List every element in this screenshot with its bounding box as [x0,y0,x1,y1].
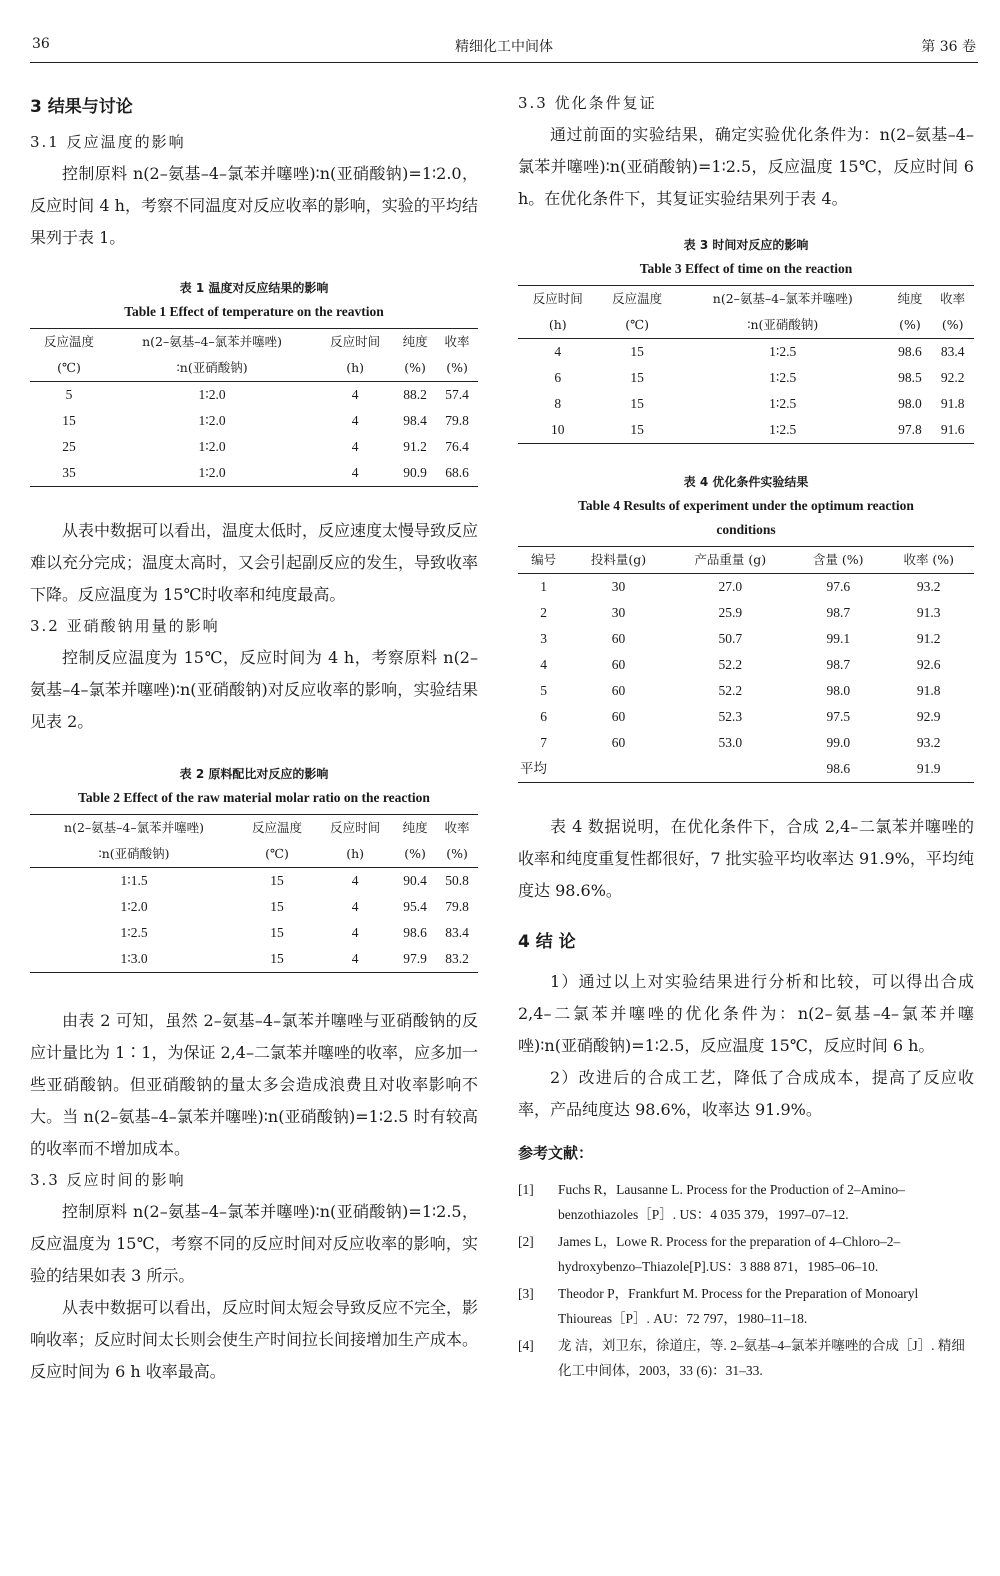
column-header: (%) [931,312,974,339]
column-header: 反应时间 [316,329,394,356]
table-cell: 99.1 [826,631,851,646]
table-cell: 25.9 [718,605,743,620]
table-cell: 15 [238,946,316,973]
column-header: ∶n(亚硝酸钠) [677,312,889,339]
table-cell: 83.4 [940,344,965,359]
table-cell: 1∶2.0 [120,899,148,914]
table-cell: 1∶2.0 [198,387,226,402]
table-cell [668,756,793,783]
table-cell: 6 [554,370,562,385]
section-3-3b-heading: 3.3 优化条件复证 [518,94,657,112]
table-cell: 35 [30,460,108,487]
table-cell: 15 [270,873,284,888]
reference-number: [4] [518,1338,534,1353]
section-3-heading: 3 结果与讨论 [30,97,133,117]
table-cell: 4 [351,873,359,888]
column-header: n(2–氨基–4–氯苯并噻唑) [30,815,238,842]
table-cell: 52.2 [718,657,743,672]
column-header: n(2–氨基–4–氯苯并噻唑) [108,329,316,356]
column-header: n(2–氨基–4–氯苯并噻唑) [677,286,889,313]
column-header: 反应温度 [30,329,108,356]
table-cell: 2 [540,605,548,620]
paragraph: 从表中数据可以看出，温度太低时，反应速度太慢导致反应难以充分完成；温度太高时，又会引起副反应的发生，导致收率下降。反应温度为 15℃时收率和纯度最高。 [30,521,479,604]
table-cell: 98.0 [826,683,851,698]
table-cell: 79.8 [445,899,469,914]
table-cell: 4 [554,344,562,359]
table-cell: 98.6 [793,756,883,783]
table-cell: 52.2 [718,683,743,698]
table-cell: 98.6 [898,344,922,359]
table-cell: 1∶2.0 [108,460,316,487]
table-cell: 98.7 [826,657,851,672]
reference-number: [1] [518,1182,534,1197]
table-cell: 98.0 [898,396,922,411]
reference-number: [3] [518,1286,534,1301]
table-cell: 4 [351,899,359,914]
section-3-1-heading: 3.1 反应温度的影响 [30,133,186,151]
column-header: (h) [518,312,597,339]
table-cell: 15 [630,370,644,385]
volume-label: 第 36 卷 [921,39,976,55]
running-header [30,34,978,63]
paragraph: 表 4 数据说明，在优化条件下，合成 2,4–二氯苯并噻唑的收率和纯度重复性都很好，7 批实验平均收率达 91.9%，平均纯度达 98.6%。 [518,817,974,900]
column-header: 收率 [436,329,478,356]
table-cell: 92.2 [940,370,965,385]
column-header: 收率 [436,815,478,842]
table-row [30,868,478,895]
table-cell: 15 [630,396,644,411]
table-row [30,408,478,434]
table-cell: 79.8 [445,413,469,428]
paragraph: 控制原料 n(2–氨基–4–氯苯并噻唑)∶n(亚硝酸钠)=1∶2.0，反应时间 4 h，考察不同温度对反应收率的影响，实验的平均结果列于表 1。 [30,164,478,247]
table-cell: 68.6 [436,460,478,487]
table-cell: 91.2 [916,631,941,646]
table-cell: 60 [611,735,626,750]
table-cell: 98.5 [898,370,922,385]
table3-caption-cn: 表 3 时间对反应的影响 [683,238,809,252]
column-header: 纯度 [889,286,932,313]
table-cell: 4 [351,925,359,940]
table-cell: 98.4 [403,413,427,428]
table-cell: 99.0 [826,735,851,750]
table-cell: 10 [518,417,597,444]
table-cell: 83.4 [445,925,469,940]
table1-caption-cn: 表 1 温度对反应结果的影响 [179,281,329,295]
column-header: 投料量(g) [569,547,667,574]
table-cell [569,756,667,783]
left-column [30,86,478,1388]
reference-item [518,1333,974,1383]
table-cell: 15 [597,417,676,444]
table-cell: 88.2 [403,387,427,402]
table-row [518,417,974,444]
table-cell: 7 [540,735,548,750]
table-cell: 15 [270,925,284,940]
table-cell: 98.6 [403,925,427,940]
section-3-3-heading: 3.3 反应时间的影响 [30,1171,186,1189]
table-cell: 5 [65,387,73,402]
table-cell: 1∶1.5 [120,873,148,888]
table-cell: 1 [540,579,548,594]
table-row [518,339,974,366]
column-header: (%) [394,355,436,382]
table-cell: 91.2 [403,439,427,454]
table-cell: 57.4 [445,387,469,402]
column-header: (%) [889,312,932,339]
table-cell: 93.2 [916,735,941,750]
column-header: 反应时间 [316,815,394,842]
column-header: (%) [436,841,478,868]
reference-text: 龙 洁，刘卫东，徐道庄，等. 2–氨基–4–氯苯并噻唑的合成［J］. 精细化工中间体，2003，33 (6)：31–33. [558,1338,965,1378]
table-cell: 97.9 [394,946,436,973]
table-cell: 53.0 [718,735,743,750]
table-row [30,946,478,973]
table-cell: 15 [270,899,284,914]
reference-item [518,1229,974,1279]
column-header: (℃) [597,312,676,339]
column-header: ∶n(亚硝酸钠) [108,355,316,382]
table-cell: 52.3 [718,709,743,724]
table-row [518,756,974,783]
column-header: 纯度 [394,815,436,842]
table-1 [30,328,478,487]
table-row [518,391,974,417]
table-cell: 1∶2.5 [769,370,797,385]
conclusion-2: 2）改进后的合成工艺，降低了合成成本，提高了反应收率，产品纯度达 98.6%，收率达 91.9%。 [518,1068,974,1119]
table-cell: 50.7 [718,631,743,646]
table-cell: 97.6 [826,579,851,594]
table-cell: 90.4 [403,873,427,888]
table-row [30,434,478,460]
table-cell: 4 [351,439,359,454]
table-cell: 1∶2.5 [769,396,797,411]
journal-name: 精细化工中间体 [455,39,553,55]
table-cell: 93.2 [916,579,941,594]
column-header: (℃) [238,841,316,868]
table-cell: 83.2 [436,946,478,973]
table-cell: 90.9 [394,460,436,487]
table-cell: 1∶2.0 [198,439,226,454]
conclusion-1: 1）通过以上对实验结果进行分析和比较，可以得出合成 2,4–二氯苯并噻唑的优化条件为：n(2–氨基–4–氯苯并噻唑)∶n(亚硝酸钠)=1∶2.5，反应温度 15℃，反应时间 6 h。 [518,972,974,1055]
table-cell: 1∶2.5 [677,417,889,444]
section-4-heading: 4 结 论 [518,932,576,952]
column-header: (h) [316,841,394,868]
table-row [518,600,974,626]
table-cell: 60 [611,683,626,698]
table-cell: 76.4 [445,439,469,454]
table-cell: 平均 [518,756,569,783]
table-cell: 91.9 [883,756,974,783]
table-cell: 30 [611,605,626,620]
table-row [30,382,478,409]
table-cell: 97.8 [889,417,932,444]
table-2 [30,814,478,973]
table-cell: 1∶3.0 [30,946,238,973]
references-list [518,1177,974,1383]
column-header: 收率 (%) [883,547,974,574]
table-cell: 6 [540,709,548,724]
reference-number: [2] [518,1234,534,1249]
table-row [30,894,478,920]
table2-caption-en: Table 2 Effect of the raw material molar ratio on the reaction [78,790,430,805]
table-3 [518,285,974,444]
table-cell: 1∶2.5 [769,344,797,359]
table-cell: 98.7 [826,605,851,620]
table-cell: 15 [62,413,76,428]
column-header: 纯度 [394,329,436,356]
table-cell: 50.8 [445,873,469,888]
column-header: 含量 (%) [793,547,883,574]
paragraph: 控制原料 n(2–氨基–4–氯苯并噻唑)∶n(亚硝酸钠)=1∶2.5，反应温度为 15℃，考察不同的反应时间对反应收率的影响，实验的结果如表 3 所示。 [30,1202,478,1285]
table-cell: 91.8 [940,396,965,411]
table2-caption-cn: 表 2 原料配比对反应的影响 [179,767,329,781]
table-cell: 4 [540,657,548,672]
table-cell: 4 [316,946,394,973]
table-row [30,460,478,487]
column-header: (h) [316,355,394,382]
table-row [518,652,974,678]
reference-text: James L，Lowe R. Process for the preparation of 4–Chloro–2–hydroxybenzo–Thiazole[P].US：3 888 871，1985–06–10. [558,1234,901,1274]
column-header: ∶n(亚硝酸钠) [30,841,238,868]
paragraph: 通过前面的实验结果，确定实验优化条件为：n(2–氨基–4–氯苯并噻唑)∶n(亚硝酸钠)=1∶2.5，反应温度 15℃，反应时间 6 h。在优化条件下，其复证实验结果列于表 4。 [518,125,974,208]
table-cell: 60 [611,709,626,724]
table-cell: 95.4 [403,899,427,914]
references-heading: 参考文献： [518,1144,594,1162]
paragraph: 控制反应温度为 15℃，反应时间为 4 h，考察原料 n(2–氨基–4–氯苯并噻唑)∶n(亚硝酸钠)对反应收率的影响，实验结果见表 2。 [30,648,478,731]
table-cell: 1∶2.0 [198,413,226,428]
table-cell: 15 [630,344,644,359]
table-cell: 4 [351,387,359,402]
table-row [518,626,974,652]
reference-item [518,1177,974,1227]
table-cell: 97.5 [826,709,851,724]
table-row [518,704,974,730]
reference-text: Theodor P，Frankfurt M. Process for the Preparation of Monoaryl Thioureas［P］. AU：72 797，1980–11–18. [558,1286,919,1326]
table1-caption-en: Table 1 Effect of temperature on the reavtion [124,304,384,319]
table-cell: 60 [611,657,626,672]
column-header: 收率 [931,286,974,313]
section-3-2-heading: 3.2 亚硝酸钠用量的影响 [30,617,220,635]
page-number: 36 [32,36,50,52]
column-header: (%) [394,841,436,868]
column-header: 反应温度 [597,286,676,313]
column-header: 产品重量 (g) [668,547,793,574]
paragraph: 从表中数据可以看出，反应时间太短会导致反应不完全，影响收率；反应时间太长则会使生产时间拉长间接增加生产成本。反应时间为 6 h 收率最高。 [30,1298,479,1381]
table-row [518,365,974,391]
reference-text: Fuchs R，Lausanne L. Process for the Production of 2–Amino–benzothiazoles［P］. US：4 035 379，1997–07–12. [558,1182,905,1222]
table-cell: 60 [611,631,626,646]
table-cell: 4 [316,460,394,487]
right-column [518,86,974,1385]
column-header: 反应温度 [238,815,316,842]
column-header: 反应时间 [518,286,597,313]
column-header: (℃) [30,355,108,382]
table3-caption-en: Table 3 Effect of time on the reaction [639,261,853,276]
table-row [518,678,974,704]
table-row [518,730,974,756]
paragraph: 由表 2 可知，虽然 2–氨基–4–氯苯并噻唑与亚硝酸钠的反应计量比为 1∶1，为保证 2,4–二氯苯并噻唑的收率，应多加一些亚硝酸钠。但亚硝酸钠的量太多会造成浪费且对收率影响不大。当 n(2–氨基–4–氯苯并噻唑)∶n(亚硝酸钠)=1∶2.5 时有较高的收率而不增加成本。 [30,1011,478,1158]
table4-caption-cn: 表 4 优化条件实验结果 [683,475,809,489]
reference-item [518,1281,974,1331]
table-cell: 91.8 [916,683,941,698]
column-header: (%) [436,355,478,382]
table-cell: 92.6 [916,657,941,672]
table-cell: 92.9 [916,709,941,724]
table-4 [518,546,974,783]
column-header: 编号 [518,547,569,574]
table-cell: 91.6 [931,417,974,444]
table4-caption-en: Table 4 Results of experiment under the optimum reaction conditions [578,498,914,537]
table-cell: 27.0 [718,579,743,594]
table-cell: 1∶2.5 [120,925,148,940]
table-cell: 25 [62,439,76,454]
table-cell: 3 [540,631,548,646]
table-row [518,574,974,601]
table-cell: 4 [351,413,359,428]
table-row [30,920,478,946]
table-cell: 8 [554,396,562,411]
table-cell: 30 [611,579,626,594]
table-cell: 91.3 [916,605,941,620]
table-cell: 5 [540,683,548,698]
